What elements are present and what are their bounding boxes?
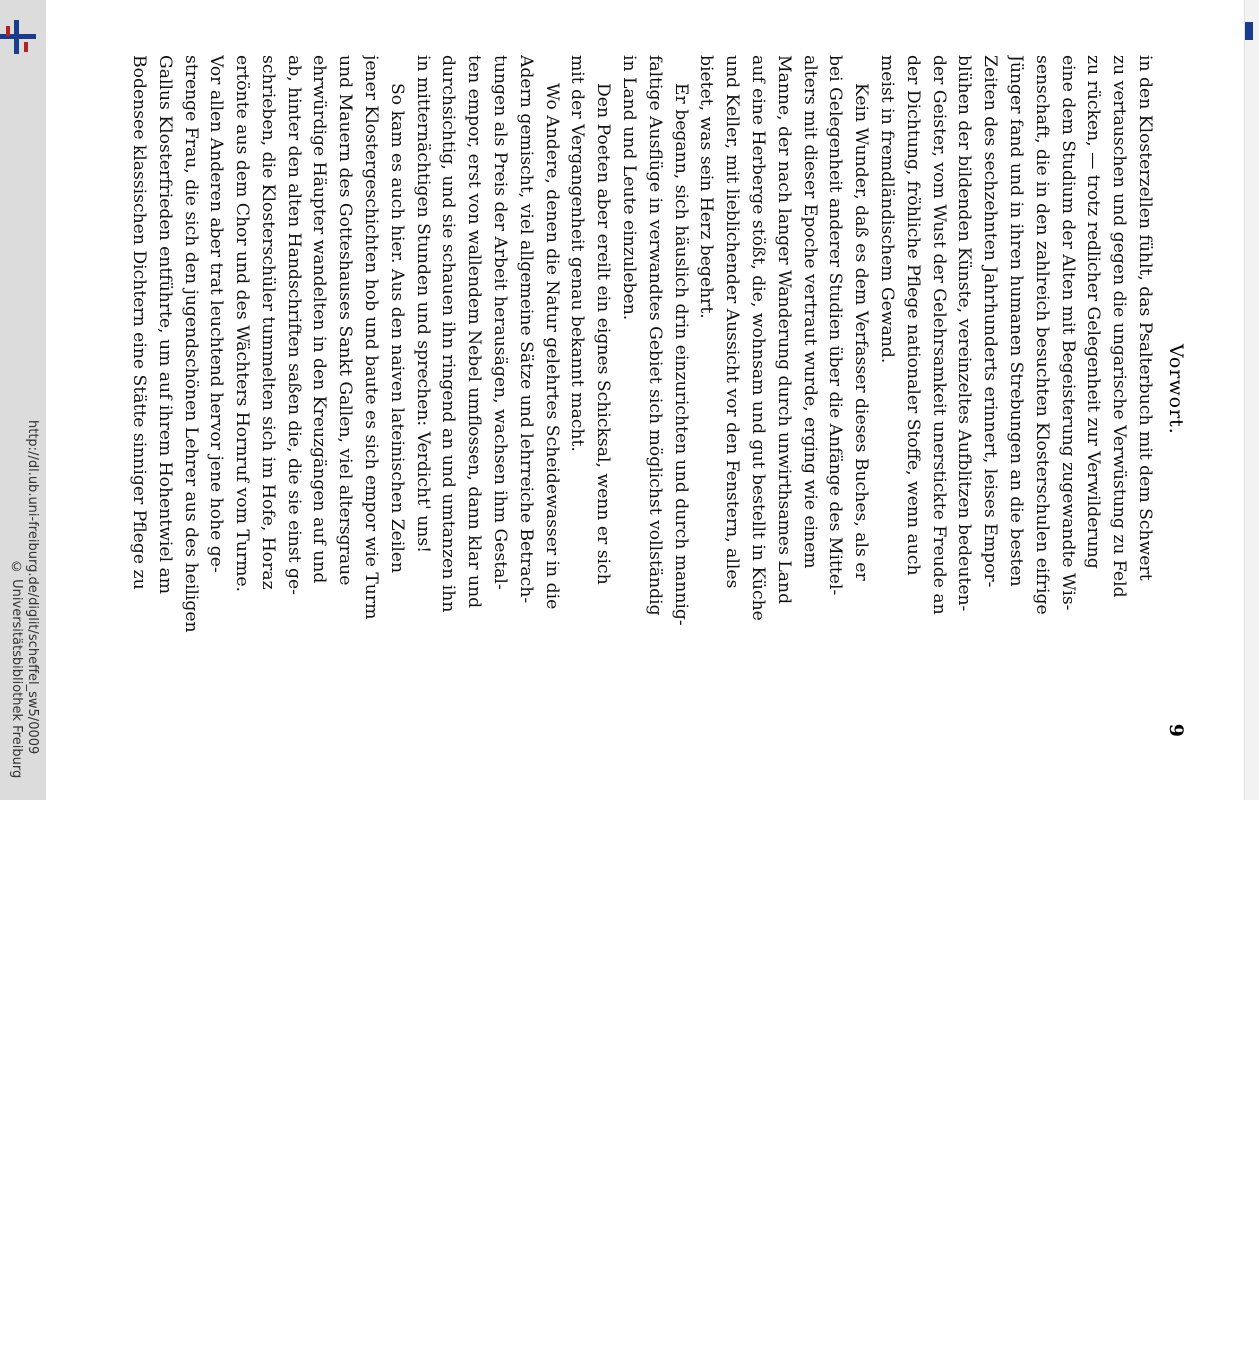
text-line: ertönte aus dem Chor und des Wächters Hornruf vom Turme. (232, 55, 253, 593)
text-line: mit der Vergangenheit genau bekannt macht. (567, 55, 588, 452)
text-line: Jünger fand und in ihren humanen Strebungen an die besten (1005, 55, 1026, 587)
running-head (1157, 55, 1187, 745)
text-line: ten empor, erst von wallendem Nebel umflossen, dann klar und (464, 55, 485, 609)
text-line: Gallus Klosterfrieden entführte, um auf ihrem Hohentwiel am (154, 55, 175, 595)
text-line: jener Klostergeschichten hob und baute es sich empor wie Turm (361, 55, 382, 620)
edge-marker (1245, 22, 1253, 40)
text-line: Bodensee klassischen Dichtern eine Stätte sinniger Pflege zu (128, 55, 149, 590)
text-line: faltige Ausflüge in verwandtes Gebiet sich möglichst vollständig (644, 55, 665, 616)
permalink-url[interactable]: http://dl.ub.uni-freiburg.de/diglit/scheffel_sw5/0009 (25, 420, 40, 755)
body-text (125, 55, 1157, 745)
text-line: zu rücken, — trotz redlicher Gelegenheit zur Verwilderung (1083, 55, 1104, 569)
text-line: und Keller, mit lieblichender Aussicht vor den Fenstern, alles (722, 55, 743, 589)
library-logo-icon (0, 18, 40, 58)
text-line: in mitternächtigen Stunden und sprechen: Verdicht' uns! (412, 55, 433, 554)
text-line: Adern gemischt, viel allgemeine Sätze und lehrreiche Betrach- (515, 55, 536, 604)
viewer-right-edge (1244, 0, 1259, 800)
text-line: alters mit dieser Epoche vertraut wurde, erging wie einem (799, 55, 820, 569)
text-line: in den Klosterzellen fühlt, das Psalterbuch mit dem Schwert (1134, 55, 1155, 581)
text-line: Wo Andere, denen die Natur gelehrtes Scheidewasser in die (541, 83, 562, 610)
copyright-notice: © Universitätsbibliothek Freiburg (9, 560, 24, 779)
text-line: auf eine Herberge stößt, die, wohnsam und gut bestellt in Küche (747, 55, 768, 621)
text-line: bietet, was sein Herz begehrt. (696, 55, 717, 319)
viewer-left-margin (0, 0, 47, 800)
text-line: der Geister, vom Wust der Gelehrsamkeit unerstickte Freude an (928, 55, 949, 615)
text-line: und Mauern des Gotteshauses Sankt Gallen, viel altersgraue (335, 55, 356, 586)
text-line: bei Gelegenheit anderer Studien über die Anfänge des Mittel- (825, 55, 846, 596)
rotated-text-block (125, 55, 1187, 745)
scanned-page (46, 0, 1259, 800)
text-line: der Dichtung, fröhliche Pflege nationaler Stoffe, wenn auch (902, 55, 923, 576)
text-line: Vor allen Anderen aber trat leuchtend hervor jene hohe ge- (206, 55, 227, 573)
text-line: Zeiten des sechzehnten Jahrhunderts erinnert, leises Empor- (980, 55, 1001, 588)
text-line: tungen als Preis der Arbeit herausägen, wachsen ihm Gestal- (490, 55, 511, 590)
text-line: zu vertauschen und gegen die ungarische Verwüstung zu Feld (1109, 55, 1130, 598)
text-line: Manne, der nach langer Wanderung durch unwirthsames Land (773, 55, 794, 605)
text-line: blühen der bildenden Künste, vereinzeltes Aufblitzen bedeuten- (954, 55, 975, 612)
text-line: Er begann, sich häuslich drin einzurichten und durch mannig- (670, 83, 691, 626)
page-number: 9 (1164, 723, 1187, 737)
text-line: ab, hinter den alten Handschriften saßen die, die sie einst ge- (283, 55, 304, 595)
text-line: Kein Wunder, daß es dem Verfasser dieses Buches, als er (851, 83, 872, 581)
text-line: senschaft, die in den zahlreich besuchten Klosterschulen eifrige (1031, 55, 1052, 615)
text-line: eine dem Studium der Alten mit Begeisterung zugewandte Wis- (1057, 55, 1078, 611)
text-line: strenge Frau, die sich den jugendschönen Lehrer aus des heiligen (180, 55, 201, 633)
text-line: schrieben, die Klosterschüler tummelten sich im Hofe, Horaz (257, 55, 278, 590)
text-line: Den Poeten aber ereilt ein eignes Schicksal, wenn er sich (593, 83, 614, 585)
text-line: in Land und Leute einzuleben. (619, 55, 639, 321)
text-line: meist in fremdländischem Gewand. (876, 55, 897, 364)
text-line: ehrwürdige Häupter wandelten in den Kreuzgängen auf und (309, 55, 330, 584)
text-line: So kam es auch hier. Aus den naiven lateinischen Zeilen (386, 83, 407, 574)
running-title: Vorwort. (1164, 343, 1187, 435)
text-line: durchsichtig, und sie schauen ihn ringend an und umtanzen ihn (438, 55, 459, 613)
